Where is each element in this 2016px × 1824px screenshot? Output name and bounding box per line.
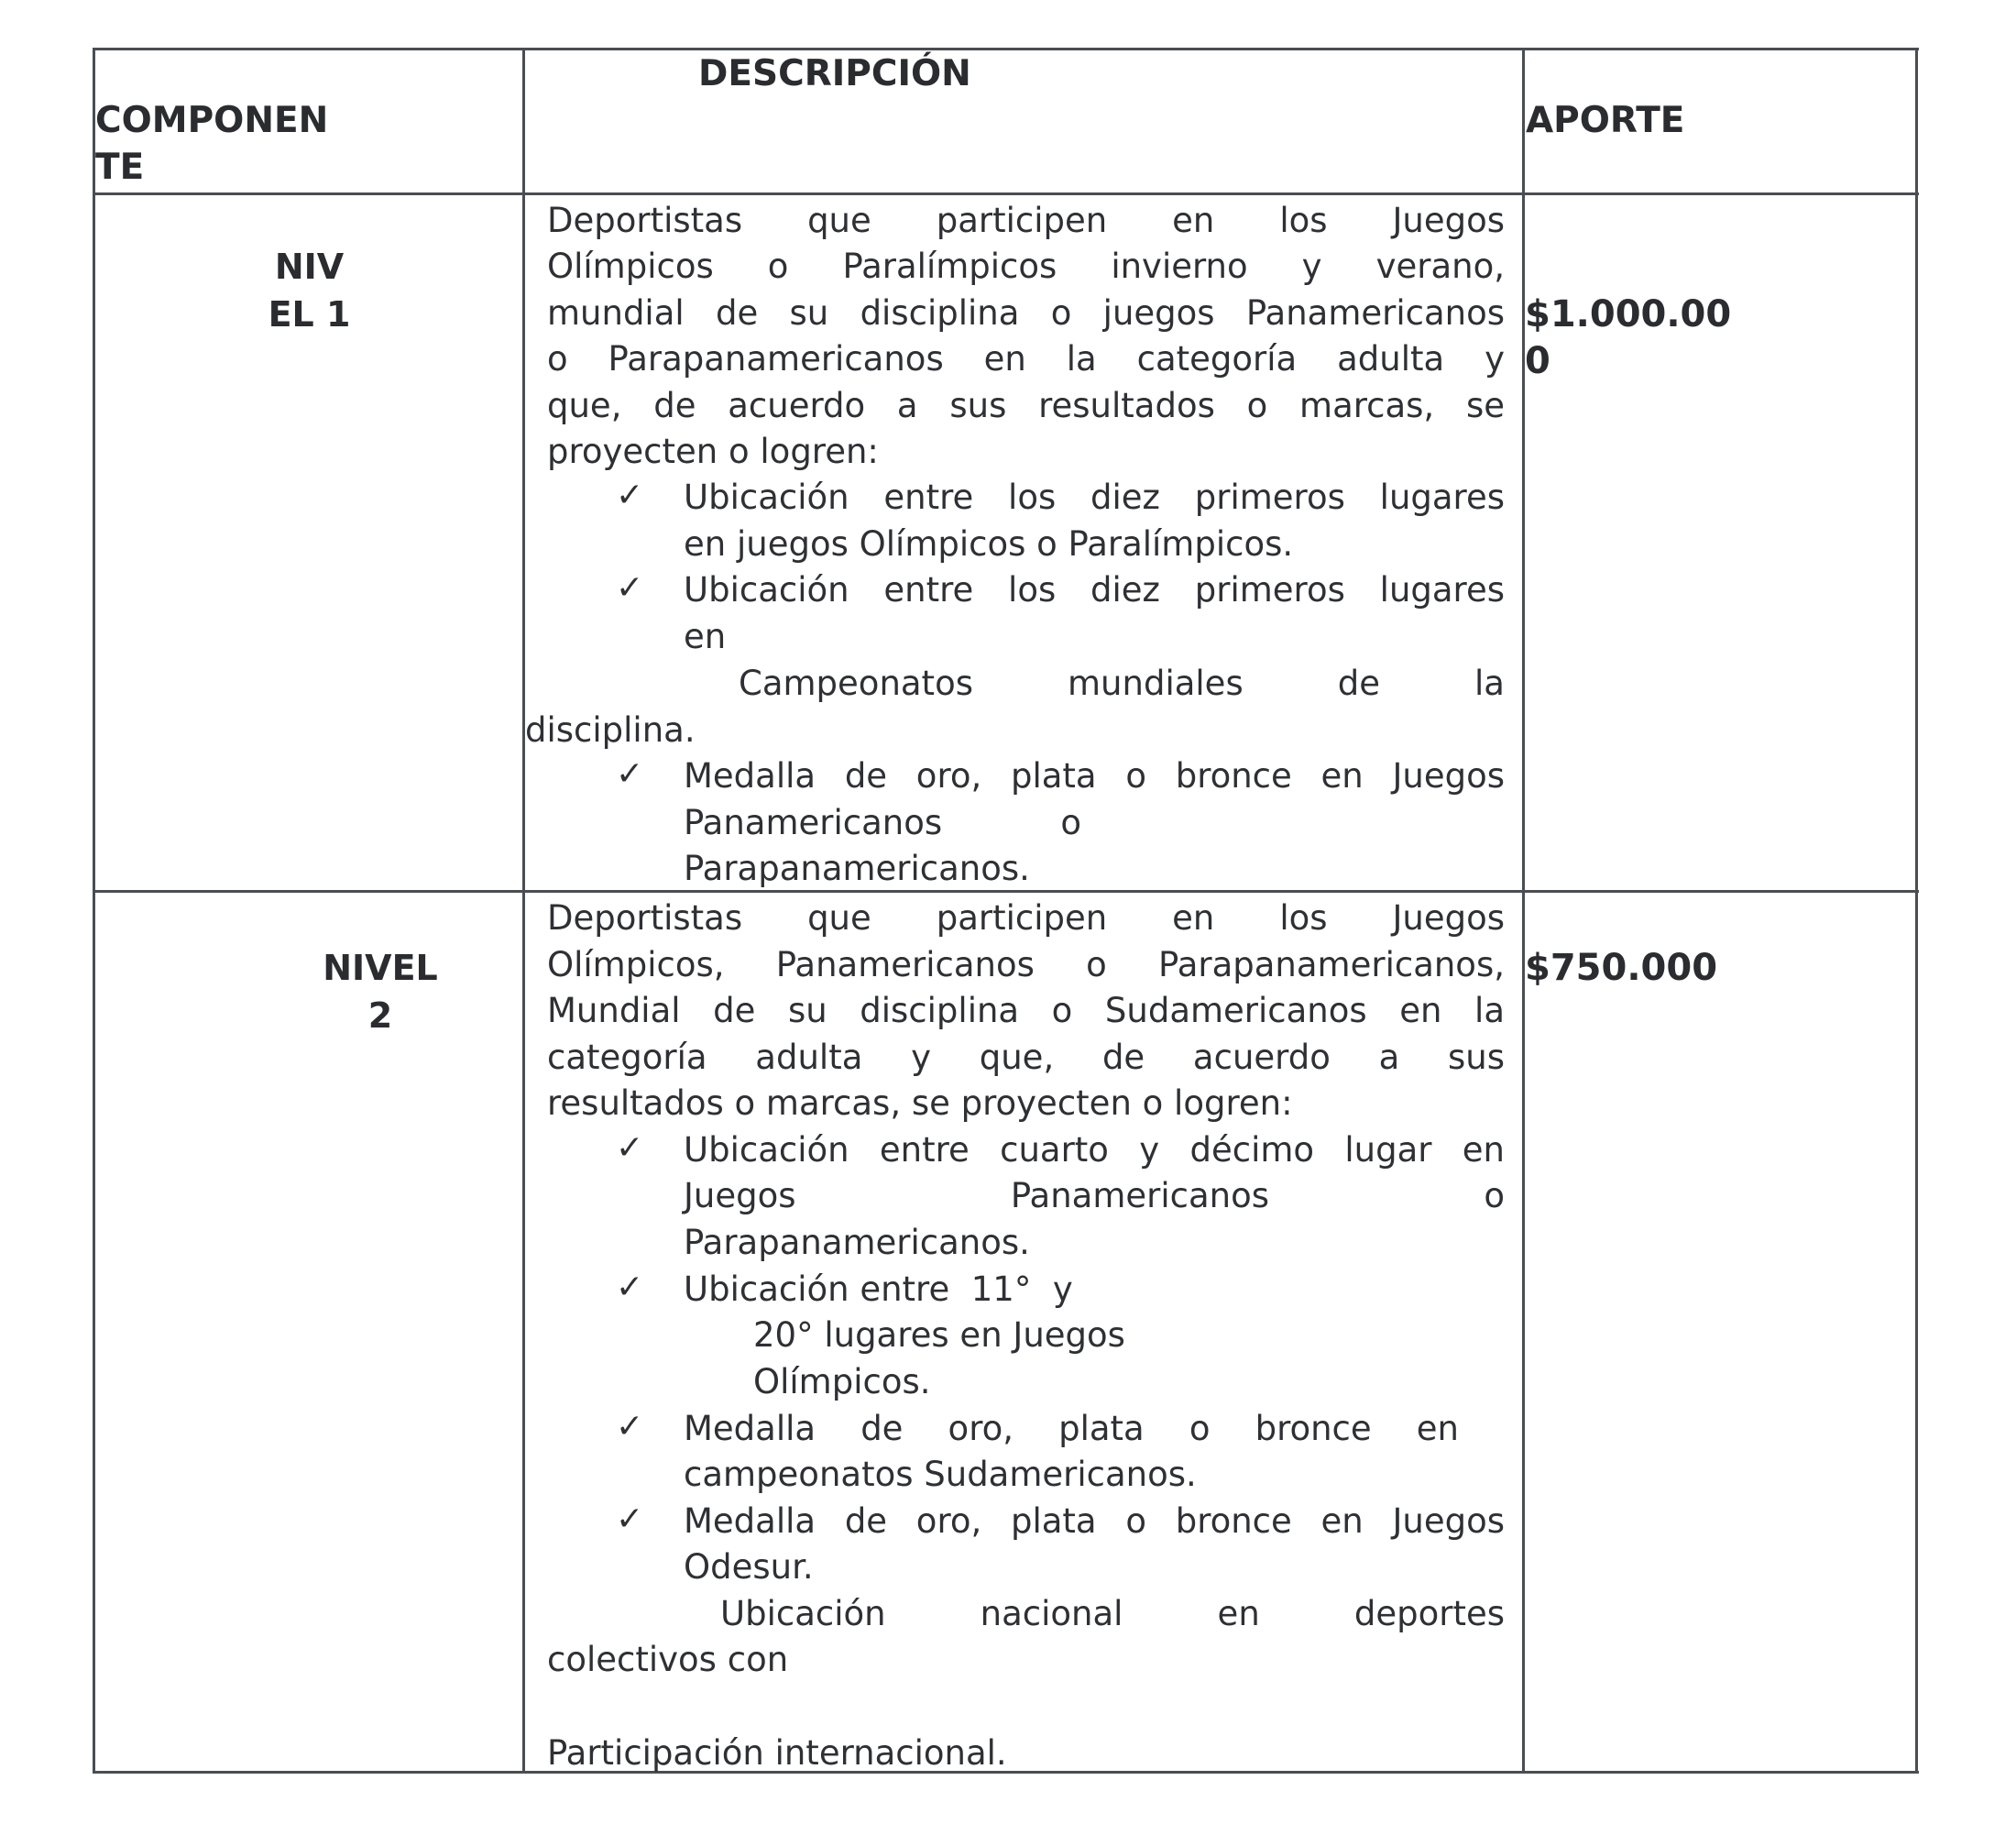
checkmark-icon: ✓ [616,755,644,793]
bullet-line: Ubicación entre 11° y [684,1269,1073,1309]
bullet-line: Medalla de oro, plata o bronce en Juegos [684,1501,1505,1541]
description-line: o Parapanamericanos en la categoría adulta y [547,339,1505,379]
description-line: Deportistas que participen en los Juegos [547,898,1505,938]
bullet-line: 20° lugares en Juegos [753,1315,1125,1355]
bullet-line: Parapanamericanos. [684,849,1030,888]
column-divider-1 [522,48,525,1774]
description-line: Olímpicos, Panamericanos o Parapanamericanos, [547,945,1505,984]
checkmark-icon: ✓ [616,1129,644,1167]
bullet-line: Parapanamericanos. [684,1223,1030,1262]
bullet-line: Ubicación entre cuarto y décimo lugar en [684,1130,1505,1170]
description-line: Deportistas que participen en los Juegos [547,201,1505,240]
level-label: NIVEL [323,948,438,988]
header-contribution: APORTE [1526,100,1685,141]
bullet-line: Medalla de oro, plata o bronce en Juegos [684,756,1505,796]
header-description: DESCRIPCIÓN [698,53,971,94]
bullet-line: Ubicación entre los diez primeros lugares [684,478,1505,517]
level-label-cont: 2 [367,995,393,1036]
checkmark-icon: ✓ [616,1408,644,1445]
description-line: proyecten o logren: [547,432,879,471]
table-border-top [93,48,1919,50]
header-component-cont: TE [95,147,145,188]
bullet-line: en juegos Olímpicos o Paralímpicos. [684,524,1294,564]
bullet-line: Odesur. [684,1547,814,1587]
level-label: NIV [274,247,345,287]
contribution-amount: $750.000 [1525,947,1718,989]
table-border-left [93,48,95,1774]
table-border-right [1915,48,1918,1774]
header-component: COMPONEN [95,100,329,141]
checkmark-icon: ✓ [616,477,644,514]
closing-line: Participación internacional. [547,1733,1007,1773]
contribution-amount: $1.000.00 [1525,293,1732,335]
description-line: categoría adulta y que, de acuerdo a sus [547,1038,1505,1077]
bullet-line: Campeonatos mundiales de la [739,664,1505,703]
bullet-line: en [684,617,727,656]
bullet-line: disciplina. [525,710,696,750]
description-line: mundial de su disciplina o juegos Panamericanos [547,293,1505,333]
bullet-line: Ubicación entre los diez primeros lugares [684,570,1505,610]
description-line: Olímpicos o Paralímpicos invierno y verano, [547,247,1505,286]
bullet-line: Medalla de oro, plata o bronce en [684,1409,1459,1448]
checkmark-icon: ✓ [616,1500,644,1538]
checkmark-icon: ✓ [616,569,644,607]
bullet-line: Panamericanos o [684,803,1081,842]
bullet-line: campeonatos Sudamericanos. [684,1455,1197,1494]
bullet-line: Olímpicos. [753,1362,931,1401]
description-line: que, de acuerdo a sus resultados o marcas, se [547,386,1505,425]
checkmark-icon: ✓ [616,1269,644,1306]
header-divider [93,192,1919,195]
level-label-cont: EL 1 [268,294,351,335]
description-line: resultados o marcas, se proyecten o logren: [547,1083,1293,1123]
description-line: Mundial de su disciplina o Sudamericanos en la [547,991,1505,1030]
bullet-line: Juegos Panamericanos o [684,1176,1505,1215]
closing-line: Ubicación nacional en deportes [720,1594,1505,1633]
closing-line: colectivos con [547,1640,789,1679]
contribution-amount-cont: 0 [1525,340,1550,382]
